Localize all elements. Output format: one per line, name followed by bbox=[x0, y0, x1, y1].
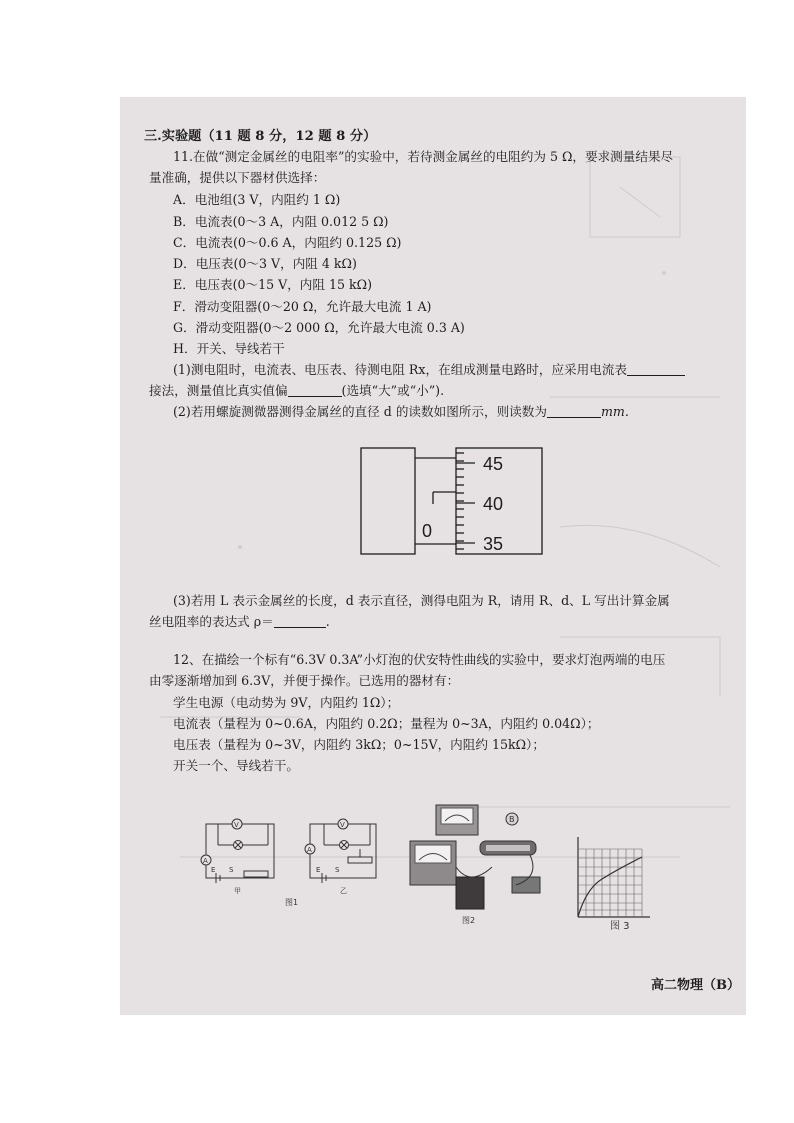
q11-option-a: A．电池组(3 V，内阻约 1 Ω) bbox=[173, 192, 341, 207]
q12-intro-line1: 12、在描绘一个标有“6.3V 0.3A”小灯泡的伏安特性曲线的实验中，要求灯泡两端的电压 bbox=[173, 652, 666, 667]
iv-curve-graph bbox=[578, 837, 650, 917]
sleeve-label-zero: 0 bbox=[422, 521, 433, 541]
q11-option-g: G．滑动变阻器(0～2 000 Ω，允许最大电流 0.3 A) bbox=[173, 320, 465, 335]
q11-option-h: H．开关、导线若干 bbox=[173, 341, 285, 356]
q11-option-c: C．电流表(0～0.6 A，内阻约 0.125 Ω) bbox=[173, 235, 402, 250]
q12-figures bbox=[120, 97, 746, 1015]
circuit-jia-voltmeter-label: V bbox=[234, 821, 239, 829]
circuit-yi-voltmeter-label: V bbox=[340, 821, 345, 829]
q11-intro-line1: 11.在做“测定金属丝的电阻率”的实验中，若待测金属丝的电阻约为 5 Ω，要求测量结果尽 bbox=[173, 149, 674, 164]
thimble-label-45: 45 bbox=[483, 454, 504, 474]
page-content bbox=[120, 97, 746, 1015]
q12-intro-line2: 由零逐渐增加到 6.3V，并便于操作。已选用的器材有： bbox=[149, 673, 460, 688]
circuit-jia-switch-label: S bbox=[229, 866, 234, 874]
thimble-label-35: 35 bbox=[483, 534, 504, 554]
circuit-yi-caption: 乙 bbox=[340, 887, 347, 895]
q11-part3-text-a: 丝电阻率的表达式 ρ＝ bbox=[149, 614, 274, 629]
q12-item-ammeter: 电流表（量程为 0~0.6A，内阻约 0.2Ω；量程为 0~3A，内阻约 0.04Ω）； bbox=[173, 716, 600, 731]
circuit-yi-switch-label: S bbox=[335, 866, 340, 874]
circuit-jia-ammeter-label: A bbox=[203, 857, 208, 865]
q12-item-voltmeter: 电压表（量程为 0~3V，内阻约 3kΩ；0~15V，内阻约 15kΩ）； bbox=[173, 737, 545, 752]
apparatus-photo bbox=[410, 805, 540, 909]
q11-intro-line2: 量准确，提供以下器材供选择： bbox=[149, 170, 326, 185]
circuit-jia-source-label: E bbox=[211, 866, 216, 874]
q11-option-b: B．电流表(0～3 A，内阻 0.012 5 Ω) bbox=[173, 214, 389, 229]
apparatus-bulb-label: B bbox=[509, 815, 515, 824]
figure-3-caption: 图 3 bbox=[610, 921, 630, 932]
figure-2-caption: 图2 bbox=[462, 916, 476, 925]
q11-part2-unit: mm. bbox=[600, 404, 629, 419]
q11-part3-text-b: . bbox=[325, 614, 330, 629]
scanned-exam-page bbox=[120, 97, 746, 1015]
figure-1-caption: 图1 bbox=[285, 898, 299, 907]
q12-item-switch: 开关一个、导线若干。 bbox=[173, 758, 299, 773]
q11-part1-text-a: 接法，测量值比真实值偏 bbox=[149, 383, 288, 398]
q11-option-f: F．滑动变阻器(0～20 Ω，允许最大电流 1 A) bbox=[173, 299, 432, 314]
q11-part1-text: (1)测电阻时，电流表、电压表、待测电阻 Rx，在组成测量电路时，应采用电流表 bbox=[173, 362, 628, 377]
q11-part2-text: (2)若用螺旋测微器测得金属丝的直径 d 的读数如图所示，则读数为 bbox=[173, 404, 547, 419]
section-title: 三.实验题（11 题 8 分，12 题 8 分） bbox=[144, 129, 377, 144]
q12-item-source: 学生电源（电动势为 9V，内阻约 1Ω）； bbox=[173, 695, 400, 710]
q11-option-d: D．电压表(0～3 V，内阻 4 kΩ) bbox=[173, 256, 357, 271]
q11-option-e: E．电压表(0～15 V，内阻 15 kΩ) bbox=[173, 277, 373, 292]
q11-part1-text-b: (选填“大”或“小”). bbox=[341, 383, 445, 398]
circuit-yi-ammeter-label: A bbox=[307, 846, 312, 854]
circuit-yi-source-label: E bbox=[316, 866, 321, 874]
footer-label: 高二物理（B） bbox=[651, 978, 740, 993]
circuit-jia-caption: 甲 bbox=[234, 887, 241, 895]
thimble-label-40: 40 bbox=[483, 494, 504, 514]
q11-part3-line1: (3)若用 L 表示金属丝的长度，d 表示直径，测得电阻为 R，请用 R、d、L 写出计算金属 bbox=[173, 593, 670, 608]
